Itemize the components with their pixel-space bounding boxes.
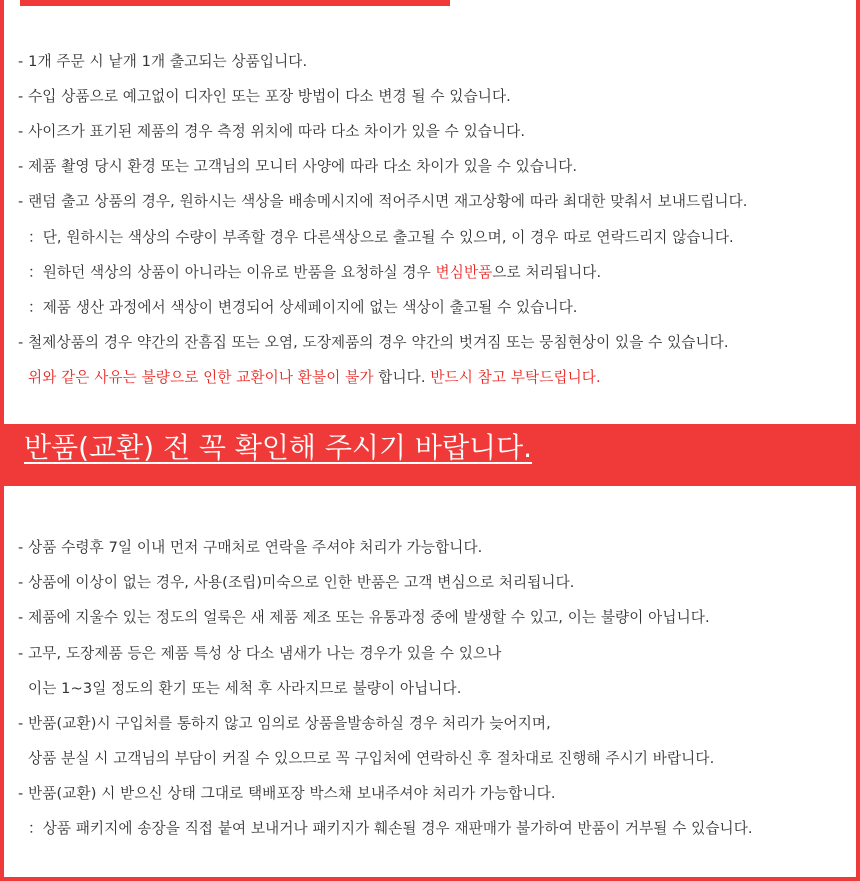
notice-text: 으로 처리됩니다. [492,264,602,281]
returns-item: - 상품 수령후 7일 이내 먼저 구매처로 연락을 주셔야 처리가 가능합니다. [18,539,483,556]
warning-text: 합니다. [373,369,431,386]
returns-item: - 상품에 이상이 없는 경우, 사용(조립)미숙으로 인한 반품은 고객 변심으로 처리됩니다. [18,574,575,591]
returns-panel [4,486,856,877]
notice-warning [28,368,601,388]
returns-subitem: ：상품 패키지에 송장을 직접 붙여 보내거나 패키지가 훼손될 경우 재판매가 불가하여 반품이 거부될 수 있습니다. [28,820,753,837]
notice-subitem-change-of-mind [28,263,601,283]
change-of-mind-return-label: 변심반품 [435,264,493,281]
warning-text-red: 반드시 참고 부탁드립니다. [430,369,601,386]
notice-item: - 철제상품의 경우 약간의 잔흠집 또는 오염, 도장제품의 경우 약간의 벗겨짐 또는 뭉침현상이 있을 수 있습니다. [18,334,729,351]
returns-item: - 고무, 도장제품 등은 제품 특성 상 다소 냄새가 나는 경우가 있을 수 있으나 [18,645,502,662]
returns-banner-title: 반품(교환) 전 꼭 확인해 주시기 바랍니다. [24,431,533,464]
notice-item: - 랜덤 출고 상품의 경우, 원하시는 색상을 배송메시지에 적어주시면 재고상황에 따라 최대한 맞춰서 보내드립니다. [18,193,748,210]
notice-item: - 제품 촬영 당시 환경 또는 고객님의 모니터 사양에 따라 다소 차이가 있을 수 있습니다. [18,158,578,175]
notice-text: ：원하던 색상의 상품이 아니라는 이유로 반품을 요청하실 경우 [28,264,436,281]
warning-text-red: 위와 같은 사유는 불량으로 인한 교환이나 환불이 불가 [28,369,374,386]
returns-item-continued: 이는 1~3일 정도의 환기 또는 세척 후 사라지므로 불량이 아닙니다. [28,680,462,697]
notice-item: - 1개 주문 시 낱개 1개 출고되는 상품입니다. [18,53,308,70]
returns-item: - 반품(교환) 시 받으신 상태 그대로 택배포장 박스채 보내주셔야 처리가 가능합니다. [18,785,556,802]
notice-subitem: ：제품 생산 과정에서 색상이 변경되어 상세페이지에 없는 색상이 출고될 수 있습니다. [28,299,578,316]
returns-item: - 반품(교환)시 구입처를 통하지 않고 임의로 상품을발송하실 경우 처리가 늦어지며, [18,715,551,732]
notice-item: - 수입 상품으로 예고없이 디자인 또는 포장 방법이 다소 변경 될 수 있습니다. [18,88,511,105]
returns-item-continued: 상품 분실 시 고객님의 부담이 커질 수 있으므로 꼭 구입처에 연락하신 후 절차대로 진행해 주시기 바랍니다. [28,750,715,767]
notice-panel [4,0,856,424]
returns-item: - 제품에 지울수 있는 정도의 얼룩은 새 제품 제조 또는 유통과정 중에 발생할 수 있고, 이는 불량이 아닙니다. [18,609,710,626]
top-accent-rule [20,0,450,6]
notice-item: - 사이즈가 표기된 제품의 경우 측정 위치에 따라 다소 차이가 있을 수 있습니다. [18,123,526,140]
notice-subitem: ：단, 원하시는 색상의 수량이 부족할 경우 다른색상으로 출고될 수 있으며, 이 경우 따로 연락드리지 않습니다. [28,229,734,246]
